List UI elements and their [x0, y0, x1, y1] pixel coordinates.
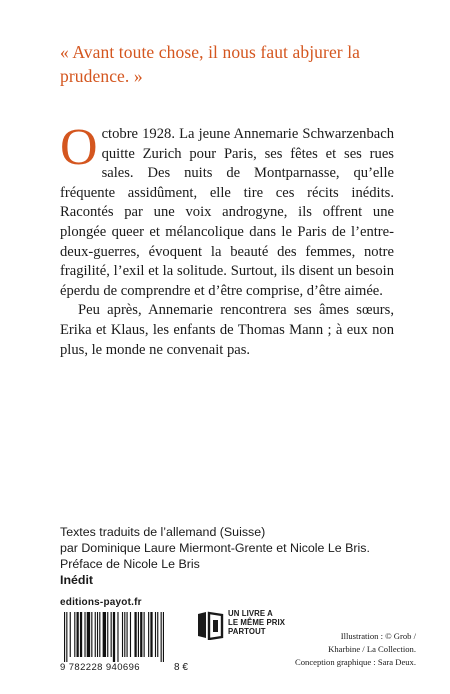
- barcode-bar: [161, 612, 162, 662]
- barcode-bar: [138, 612, 139, 657]
- illustration-credit-line-2: Kharbine / La Collection.: [328, 644, 416, 654]
- barcode-bar: [74, 612, 75, 657]
- barcode-bar: [117, 612, 118, 662]
- isbn-barcode: [60, 612, 168, 678]
- synopsis: [60, 119, 394, 360]
- prix-line-3: PARTOUT: [228, 627, 266, 636]
- barcode-bar: [113, 612, 115, 662]
- barcode-bar: [124, 612, 125, 657]
- barcode-bar: [77, 612, 79, 657]
- barcode-bar: [80, 612, 82, 657]
- synopsis-paragraph-1: [60, 119, 394, 301]
- barcode-bar: [134, 612, 136, 657]
- synopsis-paragraph-1-text: ctobre 1928. La jeune Annemarie Schwarzenbach quitte Zurich pour Paris, ses fêtes et ses rues sales. Des nuits de Montparnasse, qu’elle fréquente assidûment, elle tire ces récits inédits. Racontés par une voix androgyne, ils offrent une plongée queer et mélancolique dans le Paris de l’entre-deux-guerres, évoquent la beauté des femmes, notre fragilité, l’exil et la solitude. Surtout, ils disent un besoin éperdu de comprendre et d’être comprise, d’être aimée.: [60, 126, 394, 299]
- translation-credits: [60, 524, 420, 588]
- barcode-bar: [130, 612, 131, 657]
- barcode-bar: [157, 612, 158, 657]
- publisher-website: editions-payot.fr: [60, 597, 142, 608]
- barcode-bar: [148, 612, 149, 657]
- barcode-bar: [84, 612, 85, 657]
- barcode-bar: [95, 612, 96, 657]
- barcode-bar: [127, 612, 128, 657]
- illustration-credit-line-3: Conception graphique : Sara Deux.: [295, 657, 416, 667]
- barcode-bar: [122, 612, 123, 657]
- barcode-bar: [70, 612, 71, 657]
- illustration-credit: [266, 630, 416, 669]
- prix-line-1: UN LIVRE A: [228, 609, 273, 618]
- barcode-bar: [150, 612, 152, 657]
- barcode-bar: [107, 612, 108, 657]
- credits-line-3: Préface de Nicole Le Bris: [60, 557, 200, 571]
- barcode-bar: [140, 612, 142, 657]
- credits-line-2: par Dominique Laure Miermont-Grente et Nicole Le Bris.: [60, 541, 370, 555]
- barcode-bar: [91, 612, 92, 657]
- credits-line-1: Textes traduits de l’allemand (Suisse): [60, 525, 266, 539]
- synopsis-paragraph-2: Peu après, Annemarie rencontrera ses âmes sœurs, Erika et Klaus, les enfants de Thomas Mann ; à eux non plus, le monde ne convenait pas.: [60, 302, 394, 358]
- barcode-bar: [144, 612, 145, 657]
- livre-prix-unique-logo-icon: [196, 610, 226, 640]
- price: 8 €: [174, 662, 188, 673]
- barcode-bar: [64, 612, 65, 662]
- barcode-bar: [103, 612, 106, 657]
- barcode-bar: [163, 612, 164, 662]
- barcode-bar: [155, 612, 156, 657]
- barcode-bars: [64, 612, 164, 662]
- barcode-bar: [111, 612, 112, 657]
- barcode-digits: 9 782228 940696: [60, 662, 140, 673]
- illustration-credit-line-1: Illustration : © Grob /: [340, 631, 416, 641]
- drop-cap: O: [60, 119, 98, 176]
- prix-line-2: LE MÊME PRIX: [228, 618, 286, 627]
- barcode-bar: [66, 612, 67, 662]
- barcode-bar: [87, 612, 90, 657]
- barcode-bar: [97, 612, 98, 657]
- credits-line-4: Inédit: [60, 573, 94, 587]
- pull-quote: « Avant toute chose, il nous faut abjurer la prudence. »: [60, 42, 361, 86]
- barcode-bar: [99, 612, 100, 657]
